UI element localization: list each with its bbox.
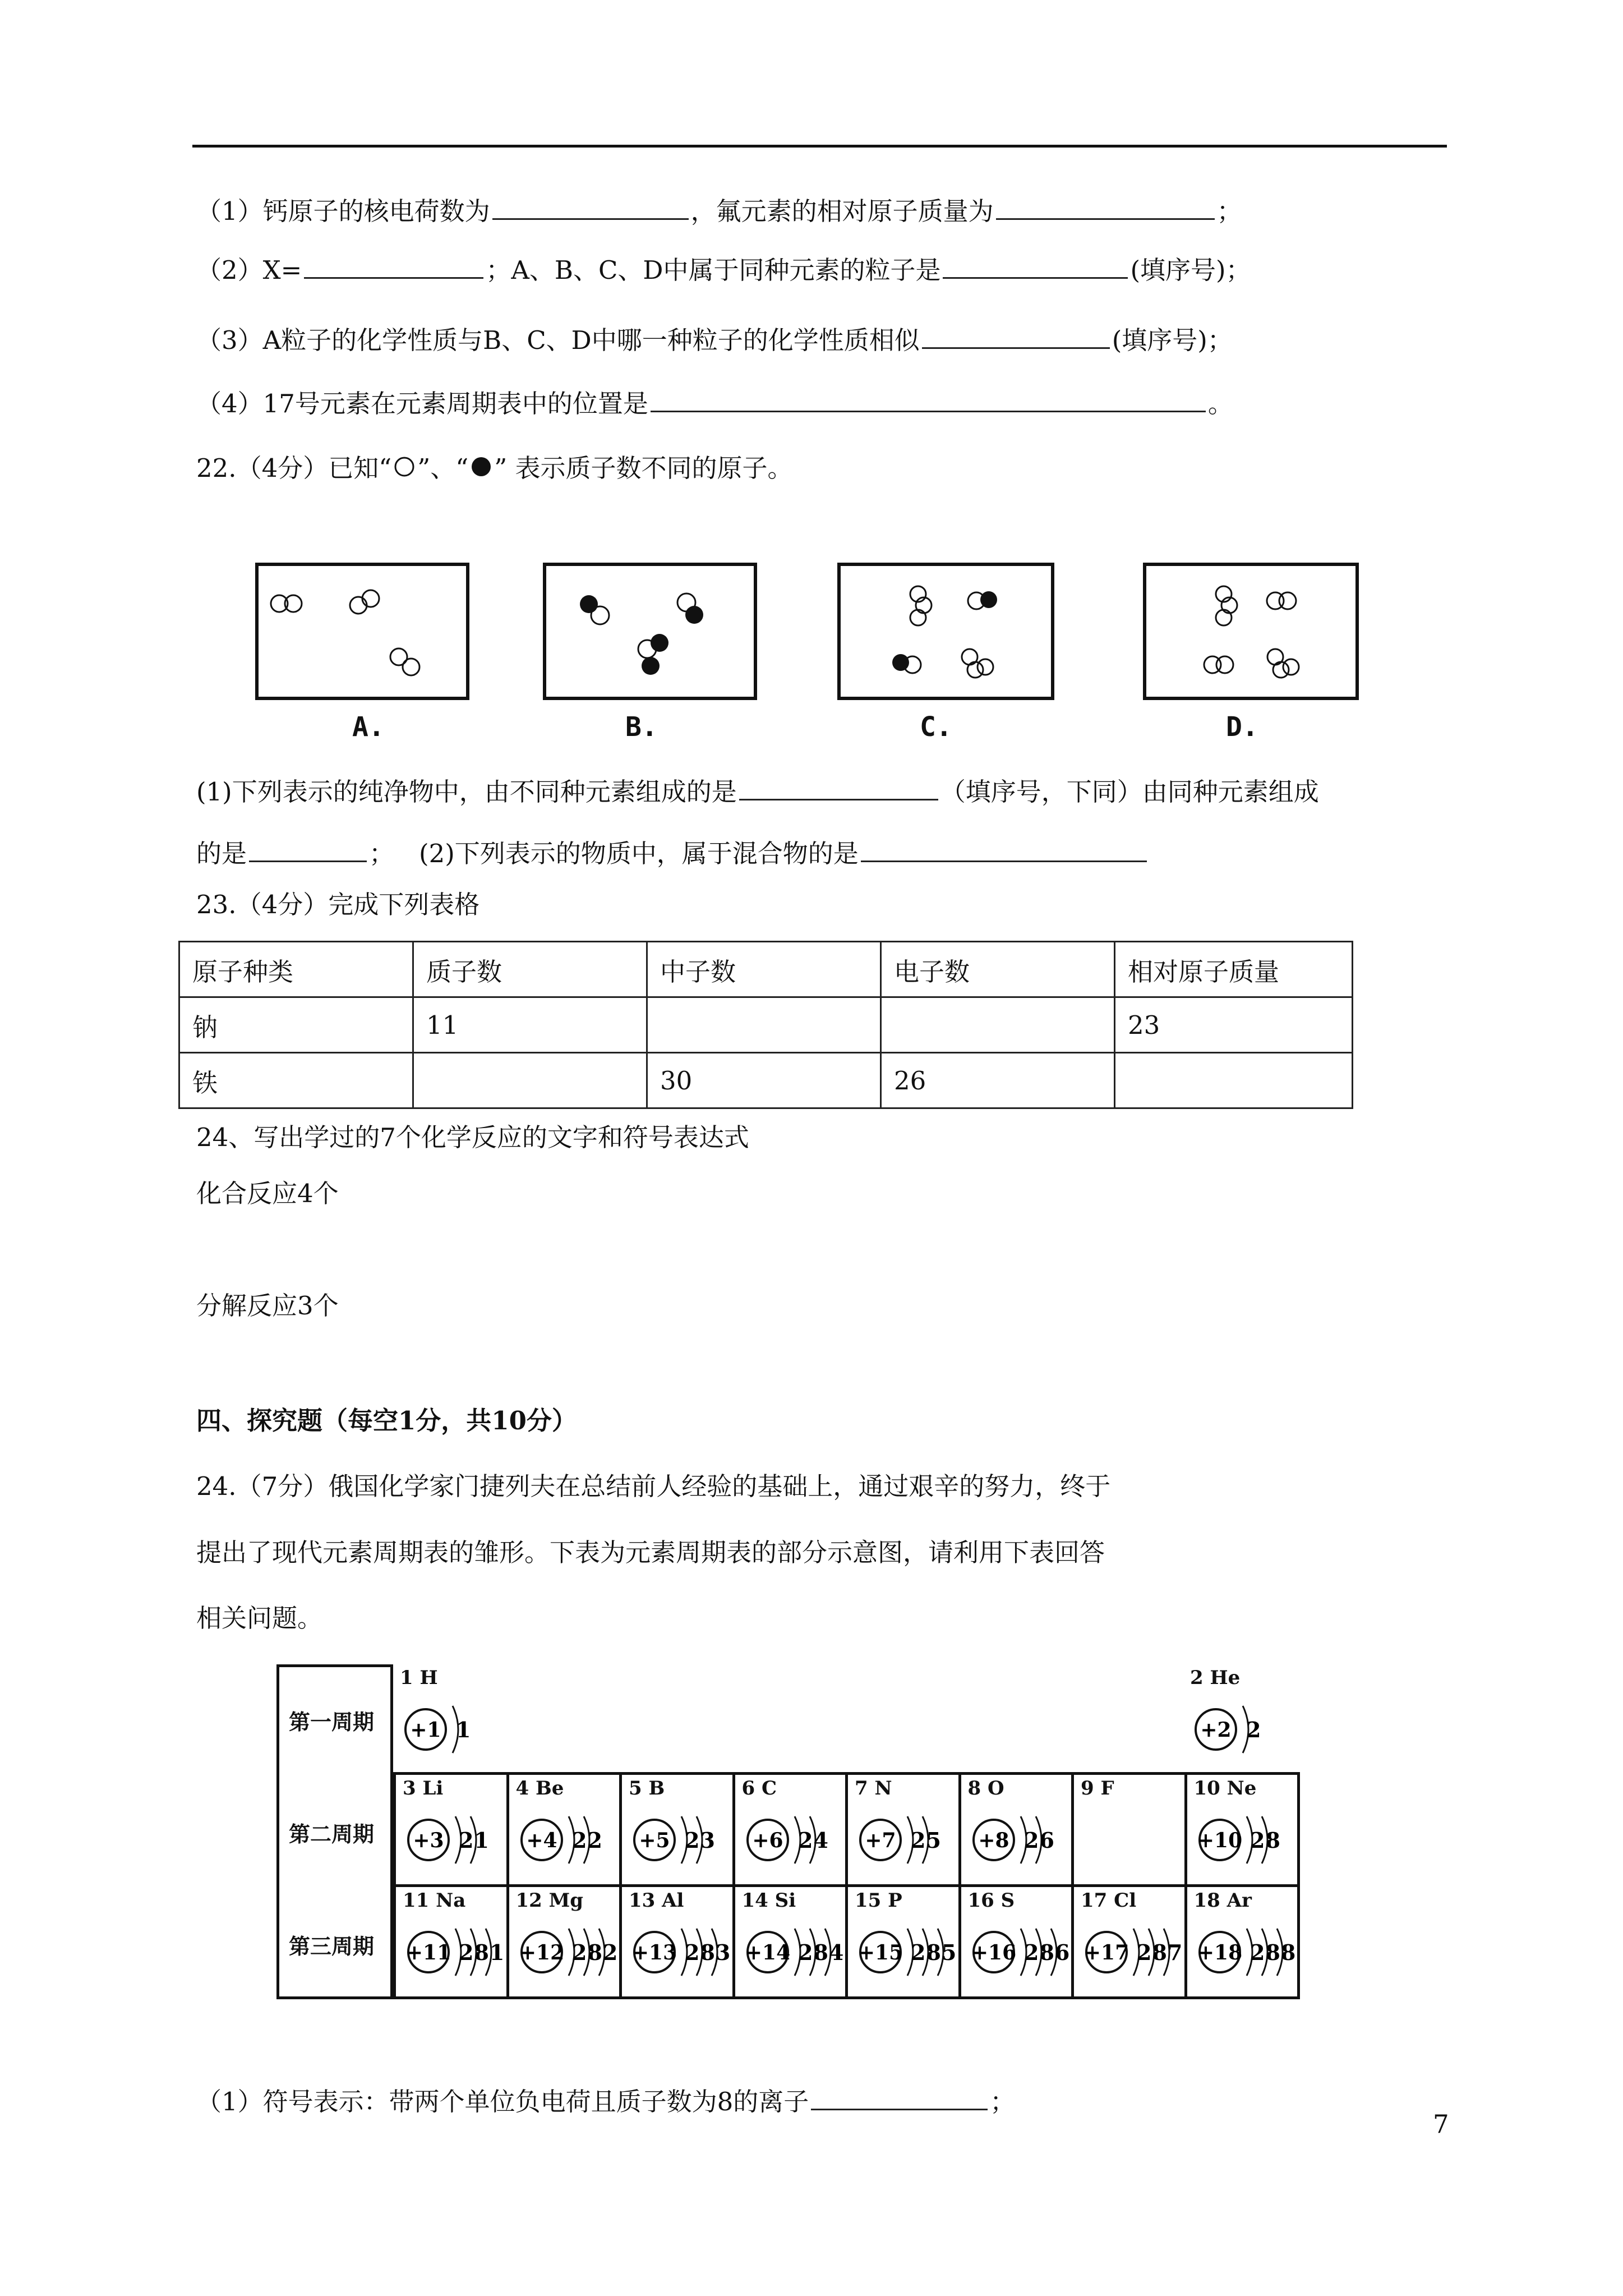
table-header-cell: 中子数 bbox=[647, 942, 881, 997]
nucleus-charge: +15 bbox=[857, 1941, 903, 1964]
molecule-diagram-a bbox=[259, 566, 466, 697]
nucleus-charge: +5 bbox=[639, 1829, 670, 1852]
q24b-para-2: 提出了现代元素周期表的雏形。下表为元素周期表的部分示意图，请利用下表回答 bbox=[196, 1538, 1105, 1567]
q24b-sub1-text-b: ； bbox=[990, 2087, 1016, 2116]
pt-element-cell bbox=[845, 1772, 961, 1887]
pt-row-label-3: 第三周期 bbox=[289, 1934, 375, 1959]
answer-blank[interactable] bbox=[739, 774, 938, 800]
molecule-box-b bbox=[543, 563, 757, 700]
electron-shell-counts: 283 bbox=[685, 1940, 731, 1965]
pt-element-symbol: 10 Ne bbox=[1193, 1777, 1257, 1800]
answer-blank[interactable] bbox=[996, 194, 1215, 220]
table-header-row bbox=[179, 942, 1353, 997]
q22-title-text-a: 22.（4分）已知“ bbox=[196, 453, 392, 483]
nucleus-charge: +13 bbox=[631, 1941, 677, 1964]
atom-structure-diagram bbox=[514, 1912, 620, 1990]
pt-element-cell bbox=[1184, 1884, 1301, 1999]
q24a-decomposition: 分解反应3个 bbox=[196, 1291, 339, 1320]
pt-element-symbol: 18 Ar bbox=[1193, 1889, 1252, 1912]
electron-shell-counts: 281 bbox=[459, 1940, 505, 1965]
pt-element-symbol: 8 O bbox=[967, 1777, 1004, 1800]
nucleus-charge: +1 bbox=[410, 1718, 441, 1742]
q21-p1-text-a: （1）钙原子的核电荷数为 bbox=[196, 196, 490, 226]
pt-row-label-1: 第一周期 bbox=[289, 1710, 375, 1734]
q22-sub1-text-d: ； bbox=[369, 839, 395, 868]
pt-element-symbol: 1 H bbox=[400, 1667, 438, 1689]
q22-title-text-c: ” 表示质子数不同的原子。 bbox=[494, 453, 793, 483]
q24a-title: 24、写出学过的7个化学反应的文字和符号表达式 bbox=[196, 1122, 749, 1152]
electron-shell-counts: 21 bbox=[459, 1828, 490, 1853]
nucleus-charge: +4 bbox=[525, 1829, 557, 1852]
electron-shell-counts: 286 bbox=[1023, 1940, 1070, 1965]
q21-item-4 bbox=[196, 386, 1233, 421]
q22-sub1-text-c: 的是 bbox=[196, 839, 247, 868]
pt-element-cell bbox=[958, 1884, 1075, 1999]
pt-element-cell bbox=[393, 1664, 507, 1775]
pt-element-symbol: 13 Al bbox=[629, 1889, 684, 1912]
pt-element-cell bbox=[845, 1884, 961, 1999]
q21-p3-text-b: (填序号)； bbox=[1112, 325, 1233, 355]
table-cell-input[interactable] bbox=[647, 997, 881, 1053]
pt-element-symbol: 5 B bbox=[629, 1777, 665, 1800]
q24b-sub1 bbox=[196, 2084, 1015, 2119]
table-row bbox=[179, 997, 1353, 1053]
electron-shell-counts: 1 bbox=[456, 1717, 472, 1742]
molecule-diagram-d bbox=[1146, 566, 1355, 697]
atom-structure-diagram bbox=[514, 1800, 620, 1878]
q21-p4-text-b: 。 bbox=[1207, 389, 1233, 418]
pt-element-symbol: 6 C bbox=[741, 1777, 777, 1800]
pt-element-cell bbox=[506, 1884, 623, 1999]
q24a-combination: 化合反应4个 bbox=[196, 1179, 339, 1208]
nucleus-charge: +2 bbox=[1200, 1718, 1232, 1742]
table-header-cell: 原子种类 bbox=[179, 942, 413, 997]
atom-structure-diagram bbox=[852, 1800, 959, 1878]
pt-element-cell bbox=[958, 1772, 1075, 1887]
header-rule bbox=[192, 145, 1447, 148]
electron-shell-counts: 285 bbox=[911, 1940, 957, 1965]
pt-element-cell bbox=[732, 1884, 849, 1999]
pt-element-cell bbox=[1071, 1772, 1187, 1887]
answer-blank[interactable] bbox=[861, 836, 1147, 862]
nucleus-charge: +12 bbox=[519, 1941, 564, 1964]
table-cell: 30 bbox=[647, 1053, 881, 1108]
electron-shell-counts: 24 bbox=[797, 1828, 829, 1853]
q22-sub1-line2 bbox=[196, 836, 1149, 871]
nucleus-charge: +18 bbox=[1197, 1941, 1242, 1964]
molecule-box-c bbox=[837, 563, 1054, 700]
molecule-box-d bbox=[1143, 563, 1359, 700]
pt-element-cell bbox=[619, 1772, 735, 1887]
periodic-table bbox=[276, 1664, 1297, 1999]
q22-sub2-text: (2)下列表示的物质中，属于混合物的是 bbox=[419, 839, 859, 868]
pt-element-symbol: 14 Si bbox=[741, 1889, 796, 1912]
atom-structure-diagram bbox=[1078, 1912, 1185, 1990]
nucleus-charge: +8 bbox=[978, 1829, 1009, 1852]
electron-shell-counts: 287 bbox=[1137, 1940, 1183, 1965]
electron-shell-counts: 22 bbox=[571, 1828, 603, 1853]
table-header-cell: 质子数 bbox=[413, 942, 647, 997]
pt-element-symbol: 9 F bbox=[1081, 1777, 1114, 1800]
pt-row-label-2: 第二周期 bbox=[289, 1822, 375, 1847]
atom-structure-diagram bbox=[852, 1912, 959, 1990]
table-header-cell: 电子数 bbox=[881, 942, 1115, 997]
table-cell: 铁 bbox=[179, 1053, 413, 1108]
table-cell: 钠 bbox=[179, 997, 413, 1053]
pt-element-symbol: 12 Mg bbox=[515, 1889, 584, 1912]
pt-element-cell bbox=[1071, 1884, 1187, 1999]
black-atom-icon bbox=[468, 454, 494, 477]
q21-item-2 bbox=[196, 252, 1251, 287]
atom-structure-diagram bbox=[398, 1689, 504, 1768]
nucleus-charge: +17 bbox=[1083, 1941, 1129, 1964]
pt-element-cell bbox=[393, 1772, 509, 1887]
electron-shell-counts: 25 bbox=[911, 1828, 942, 1853]
pt-element-symbol: 7 N bbox=[855, 1777, 892, 1800]
answer-blank[interactable] bbox=[492, 194, 689, 220]
answer-blank[interactable] bbox=[651, 386, 1206, 412]
pt-element-cell bbox=[619, 1884, 735, 1999]
table-row bbox=[179, 1053, 1353, 1108]
molecule-label-d: D. bbox=[1226, 711, 1258, 743]
electron-shell-counts: 282 bbox=[571, 1940, 618, 1965]
q21-item-1 bbox=[196, 194, 1242, 228]
answer-blank[interactable] bbox=[922, 323, 1110, 349]
molecule-label-a: A. bbox=[352, 711, 385, 743]
q21-p2-text-a: （2）X= bbox=[196, 255, 302, 285]
pt-element-cell bbox=[393, 1884, 509, 1999]
table-cell: 11 bbox=[413, 997, 647, 1053]
pt-element-cell bbox=[1183, 1664, 1297, 1775]
pt-element-cell bbox=[1184, 1772, 1301, 1887]
q21-item-3 bbox=[196, 323, 1233, 357]
pt-element-symbol: 17 Cl bbox=[1081, 1889, 1137, 1912]
q22-title-text-b: ”、“ bbox=[417, 453, 469, 483]
electron-shell-counts: 28 bbox=[1249, 1828, 1281, 1853]
atom-structure-diagram bbox=[740, 1800, 846, 1878]
q21-p1-text-b: ，氟元素的相对原子质量为 bbox=[690, 196, 994, 226]
pt-element-symbol: 16 S bbox=[967, 1889, 1015, 1912]
molecule-diagram-c bbox=[841, 566, 1051, 697]
pt-element-symbol: 11 Na bbox=[403, 1889, 466, 1912]
q23-title: 23.（4分）完成下列表格 bbox=[196, 890, 480, 919]
atom-structure-diagram bbox=[966, 1800, 1072, 1878]
q21-p1-text-c: ； bbox=[1216, 196, 1242, 226]
nucleus-charge: +6 bbox=[751, 1829, 783, 1852]
pt-element-symbol: 15 P bbox=[855, 1889, 902, 1912]
q22-sub1-text-b: （填序号，下同）由同种元素组成 bbox=[940, 777, 1319, 807]
atom-structure-diagram bbox=[1192, 1912, 1298, 1990]
molecule-box-a bbox=[255, 563, 469, 700]
nucleus-charge: +14 bbox=[745, 1941, 790, 1964]
pt-element-symbol: 2 He bbox=[1190, 1667, 1241, 1689]
electron-shell-counts: 284 bbox=[797, 1940, 844, 1965]
answer-blank[interactable] bbox=[304, 252, 483, 279]
nucleus-charge: +16 bbox=[971, 1941, 1016, 1964]
table-cell-input[interactable] bbox=[881, 997, 1115, 1053]
atom-structure-diagram bbox=[400, 1800, 507, 1878]
nucleus-charge: +3 bbox=[413, 1829, 444, 1852]
table-cell-input[interactable] bbox=[1115, 1053, 1353, 1108]
electron-shell-counts: 2 bbox=[1246, 1717, 1262, 1742]
table-cell-input[interactable] bbox=[413, 1053, 647, 1108]
electron-shell-counts: 23 bbox=[685, 1828, 716, 1853]
q22-sub1-line1 bbox=[196, 774, 1319, 809]
table-header-cell: 相对原子质量 bbox=[1115, 942, 1353, 997]
table-cell: 26 bbox=[881, 1053, 1115, 1108]
atom-structure-diagram bbox=[626, 1912, 733, 1990]
page-number: 7 bbox=[1433, 2109, 1449, 2139]
q24b-para-1: 24.（7分）俄国化学家门捷列夫在总结前人经验的基础上，通过艰辛的努力，终于 bbox=[196, 1471, 1111, 1501]
molecule-diagram-b bbox=[546, 566, 754, 697]
table-cell: 23 bbox=[1115, 997, 1353, 1053]
atom-structure-diagram bbox=[740, 1912, 846, 1990]
electron-shell-counts: 26 bbox=[1023, 1828, 1055, 1853]
pt-element-cell bbox=[732, 1772, 849, 1887]
atom-structure-diagram bbox=[400, 1912, 507, 1990]
section-4-title: 四、探究题（每空1分，共10分） bbox=[196, 1406, 577, 1435]
q21-p4-text-a: （4）17号元素在元素周期表中的位置是 bbox=[196, 389, 648, 418]
q21-p2-text-c: (填序号)； bbox=[1130, 255, 1251, 285]
pt-element-symbol: 3 Li bbox=[403, 1777, 444, 1800]
q24b-para-3: 相关问题。 bbox=[196, 1603, 323, 1633]
atom-structure-diagram bbox=[626, 1800, 733, 1878]
white-atom-icon bbox=[391, 454, 417, 477]
pt-element-symbol: 4 Be bbox=[515, 1777, 564, 1800]
molecule-label-c: C. bbox=[920, 711, 952, 743]
nucleus-charge: +11 bbox=[405, 1941, 451, 1964]
pt-element-cell bbox=[506, 1772, 623, 1887]
atom-table bbox=[178, 941, 1353, 1109]
answer-blank[interactable] bbox=[249, 836, 367, 862]
atom-structure-diagram bbox=[966, 1912, 1072, 1990]
nucleus-charge: +10 bbox=[1197, 1829, 1242, 1852]
atom-structure-diagram bbox=[1192, 1800, 1298, 1878]
q22-sub1-text-a: (1)下列表示的纯净物中，由不同种元素组成的是 bbox=[196, 777, 737, 807]
molecule-label-b: B. bbox=[625, 711, 658, 743]
nucleus-charge: +7 bbox=[865, 1829, 896, 1852]
atom-structure-diagram bbox=[1188, 1689, 1294, 1768]
q24b-sub1-text-a: （1）符号表示：带两个单位负电荷且质子数为8的离子 bbox=[196, 2087, 809, 2116]
answer-blank[interactable] bbox=[811, 2084, 988, 2110]
electron-shell-counts: 288 bbox=[1249, 1940, 1296, 1965]
answer-blank[interactable] bbox=[943, 252, 1128, 279]
q21-p2-text-b: ；A、B、C、D中属于同种元素的粒子是 bbox=[486, 255, 941, 285]
q21-p3-text-a: （3）A粒子的化学性质与B、C、D中哪一种粒子的化学性质相似 bbox=[196, 325, 920, 355]
q22-title bbox=[196, 452, 793, 485]
